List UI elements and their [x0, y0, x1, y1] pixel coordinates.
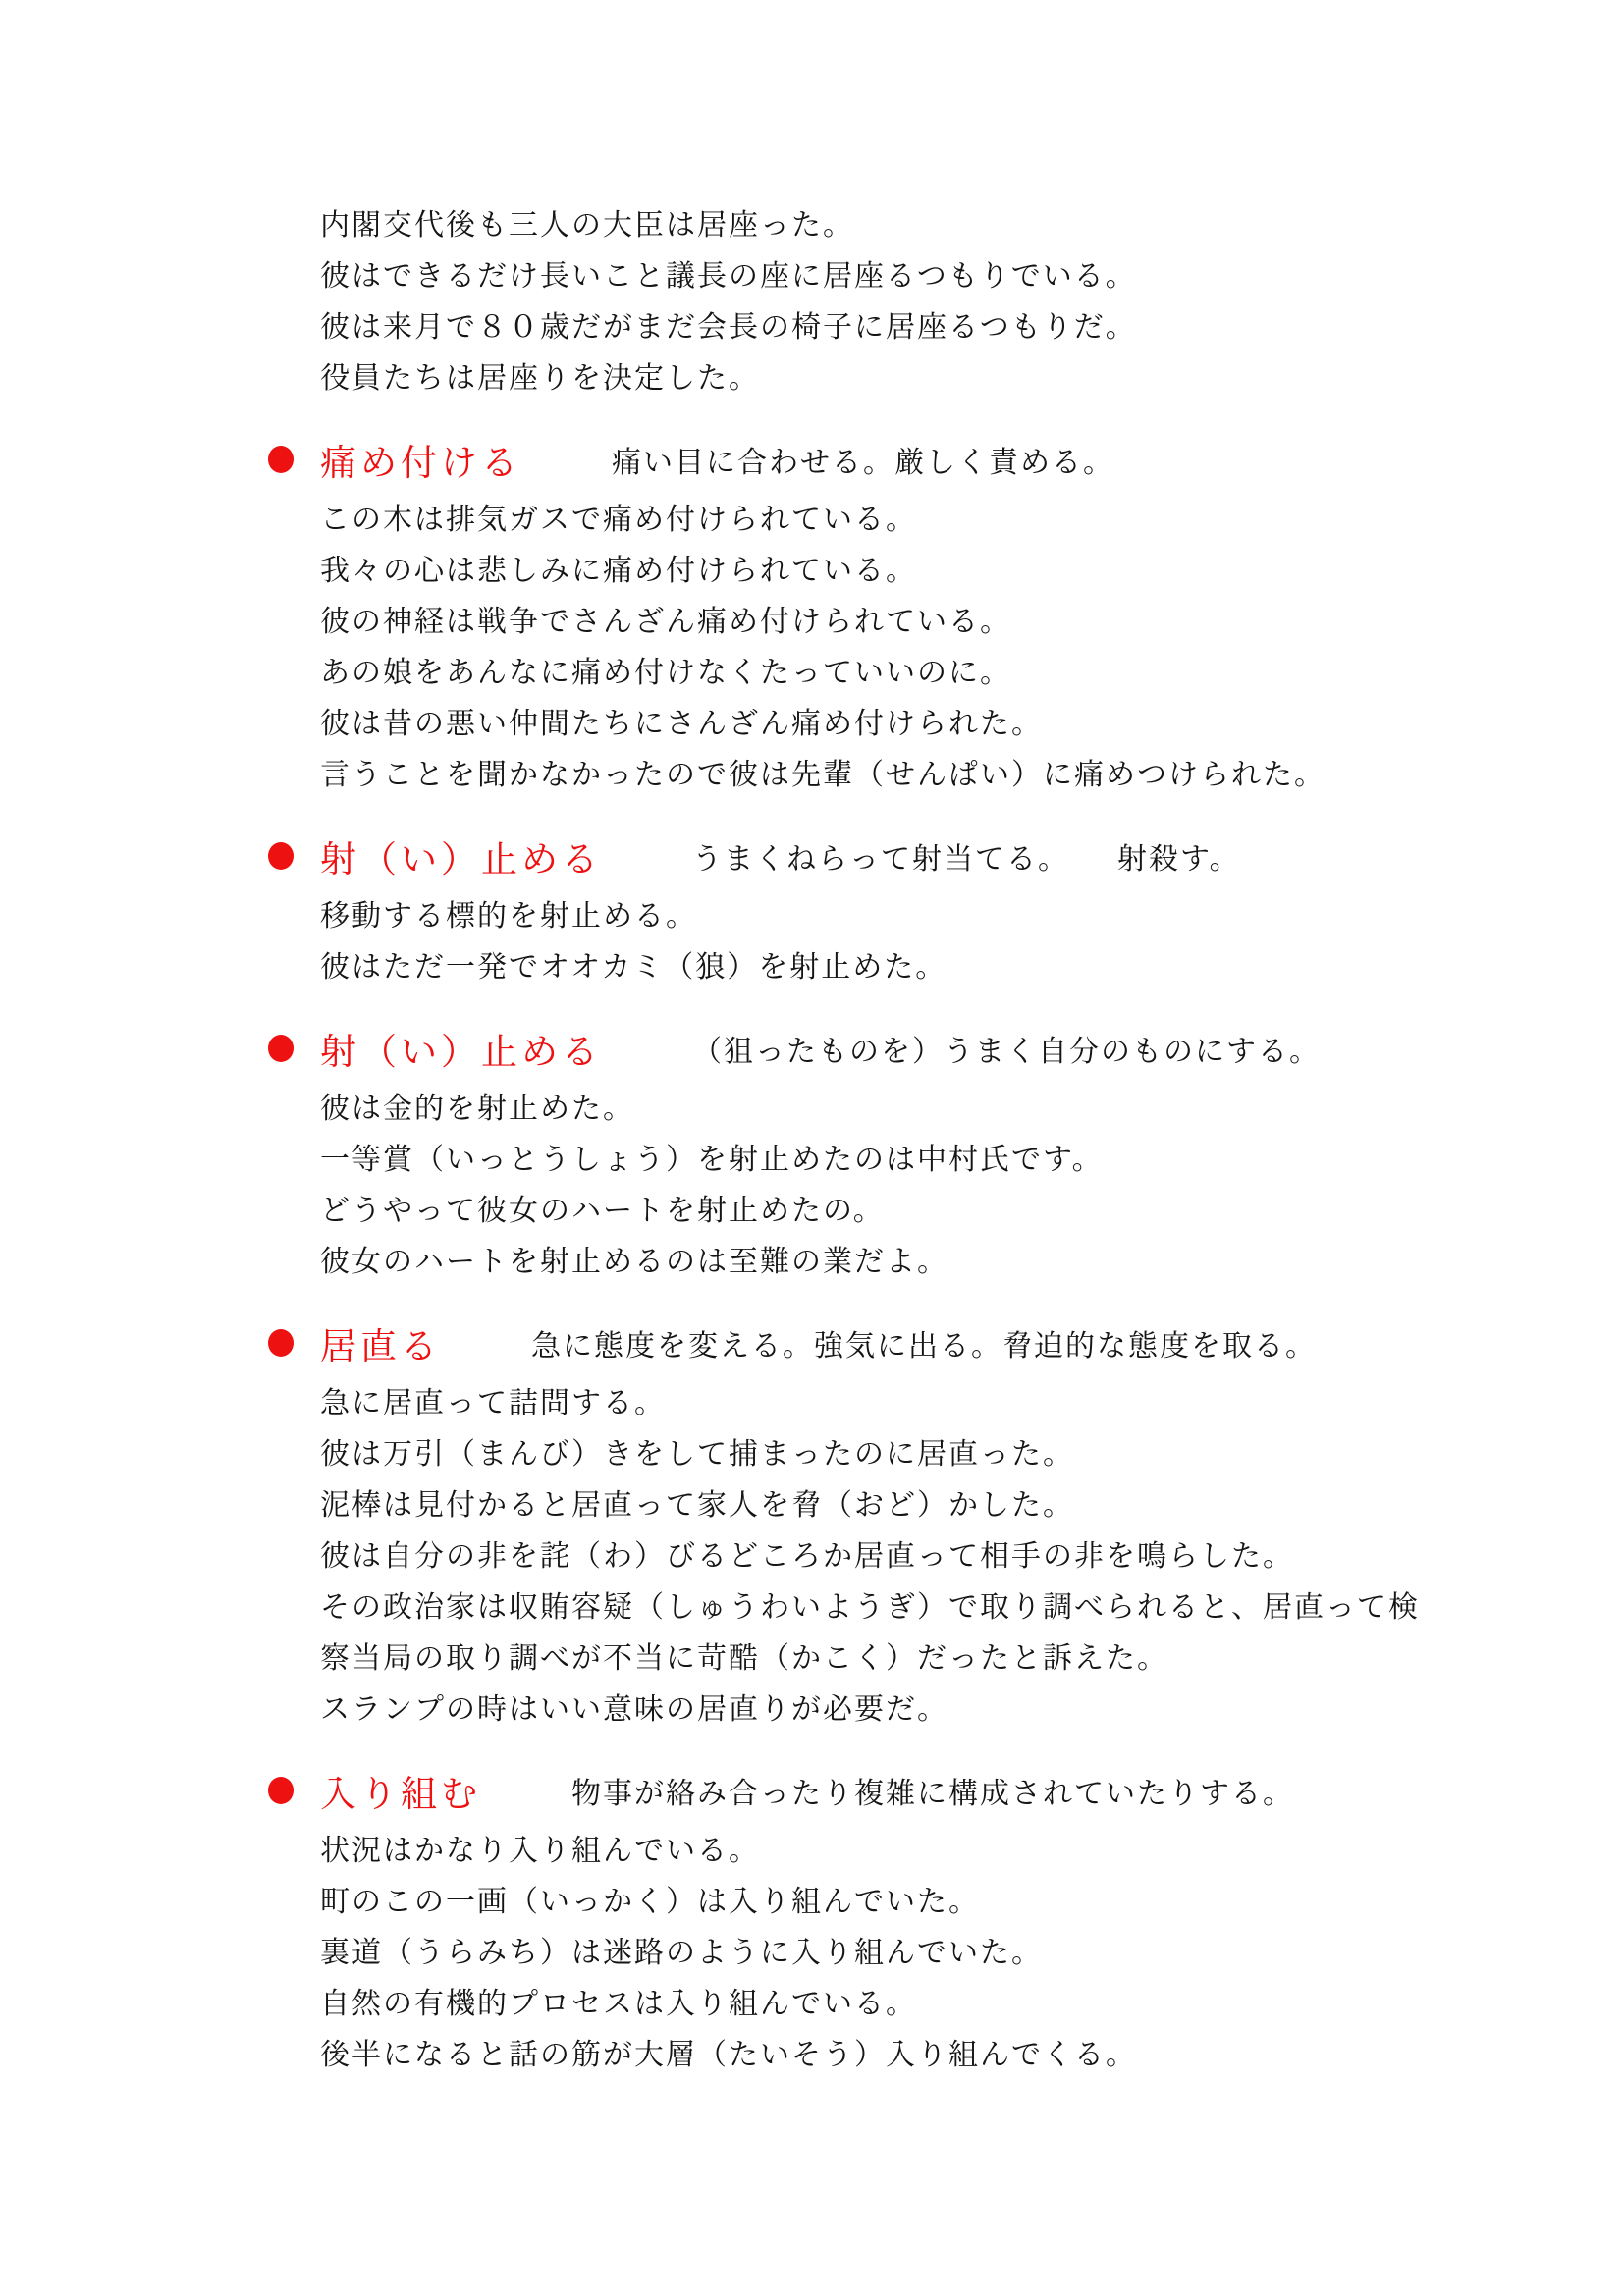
example-sentence: 彼の神経は戦争でさんざん痛め付けられている。 [320, 606, 1011, 638]
example-sentence: あの娘をあんなに痛め付けなくたっていいのに。 [320, 657, 1011, 689]
example-sentence: その政治家は収賄容疑（しゅうわいようぎ）で取り調べられると、居直って検察当局の取り調べが不当に苛酷（かこく）だったと訴えた。 [320, 1591, 1420, 1675]
example-sentence: 彼は来月で８０歳だがまだ会長の椅子に居座るつもりだ。 [320, 311, 1137, 344]
bullet-icon [268, 446, 294, 473]
example-sentence: 泥棒は見付かると居直って家人を脅（おど）かした。 [320, 1489, 1074, 1522]
dictionary-entry [0, 1313, 1624, 1735]
example-sentence: 彼はただ一発でオオカミ（狼）を射止めた。 [320, 951, 947, 984]
example-sentence: 急に居直って詰問する。 [320, 1387, 666, 1419]
headword: 入り組む [320, 1774, 481, 1814]
definition: （狙ったものを）うまく自分のものにする。 [692, 1036, 1321, 1068]
dictionary-entry [0, 430, 1624, 801]
example-sentence: 状況はかなり入り組んでいる。 [320, 1835, 760, 1867]
example-list [0, 495, 1624, 801]
example-sentence: 彼はできるだけ長いこと議長の座に居座るつもりでいる。 [320, 260, 1137, 293]
headword: 射（い）止める [320, 1032, 602, 1072]
example-list [0, 1826, 1624, 2081]
example-sentence: 一等賞（いっとうしょう）を射止めたのは中村氏です。 [320, 1144, 1104, 1176]
headword: 射（い）止める [320, 839, 602, 880]
example-sentence: 彼は万引（まんび）きをして捕まったのに居直った。 [320, 1438, 1074, 1470]
example-sentence: どうやって彼女のハートを射止めたの。 [320, 1195, 885, 1227]
definition: 痛い目に合わせる。厳しく責める。 [612, 447, 1114, 479]
example-sentence: 町のこの一画（いっかく）は入り組んでいた。 [320, 1886, 980, 1918]
entry-header [268, 1019, 1624, 1078]
definition: うまくねらって射当てる。 射殺す。 [692, 843, 1241, 876]
dictionary-entry [0, 1761, 1624, 2081]
entry-header [268, 1313, 1624, 1372]
example-list [0, 1378, 1624, 1735]
example-sentence: 移動する標的を射止める。 [320, 900, 697, 933]
dictionary-entry [0, 1019, 1624, 1288]
example-sentence: 自然の有機的プロセスは入り組んでいる。 [320, 1988, 917, 2020]
example-sentence: 言うことを聞かなかったので彼は先輩（せんぱい）に痛めつけられた。 [320, 759, 1326, 791]
example-sentence: 彼は自分の非を詫（わ）びるどころか居直って相手の非を鳴らした。 [320, 1540, 1294, 1573]
example-sentence: 彼は昔の悪い仲間たちにさんざん痛め付けられた。 [320, 708, 1043, 740]
example-sentence: 彼は金的を射止めた。 [320, 1093, 634, 1125]
bullet-icon [268, 1035, 294, 1062]
example-sentence: 内閣交代後も三人の大臣は居座った。 [320, 209, 854, 241]
entry-header [268, 827, 1624, 885]
headword: 痛め付ける [320, 443, 521, 483]
headword: 居直る [320, 1326, 441, 1366]
example-sentence: 我々の心は悲しみに痛め付けられている。 [320, 555, 917, 587]
entry-header [268, 430, 1624, 489]
definition: 物事が絡み合ったり複雑に構成されていたりする。 [571, 1778, 1294, 1810]
example-sentence: 彼女のハートを射止めるのは至難の業だよ。 [320, 1246, 948, 1278]
dictionary-entries [0, 430, 1624, 2081]
example-sentence: この木は排気ガスで痛め付けられている。 [320, 504, 917, 536]
bullet-icon [268, 1777, 294, 1804]
example-list [0, 891, 1624, 993]
example-sentence: 役員たちは居座りを決定した。 [320, 362, 760, 395]
bullet-icon [268, 1329, 294, 1357]
intro-example-list [0, 200, 1624, 404]
example-list [0, 1084, 1624, 1288]
example-sentence: 裏道（うらみち）は迷路のように入り組んでいた。 [320, 1937, 1043, 1969]
example-sentence: 後半になると話の筋が大層（たいそう）入り組んでくる。 [320, 2039, 1137, 2071]
example-sentence: スランプの時はいい意味の居直りが必要だ。 [320, 1693, 948, 1726]
definition: 急に態度を変える。強気に出る。脅迫的な態度を取る。 [531, 1330, 1317, 1362]
bullet-icon [268, 842, 294, 870]
dictionary-entry [0, 827, 1624, 993]
entry-header [268, 1761, 1624, 1820]
